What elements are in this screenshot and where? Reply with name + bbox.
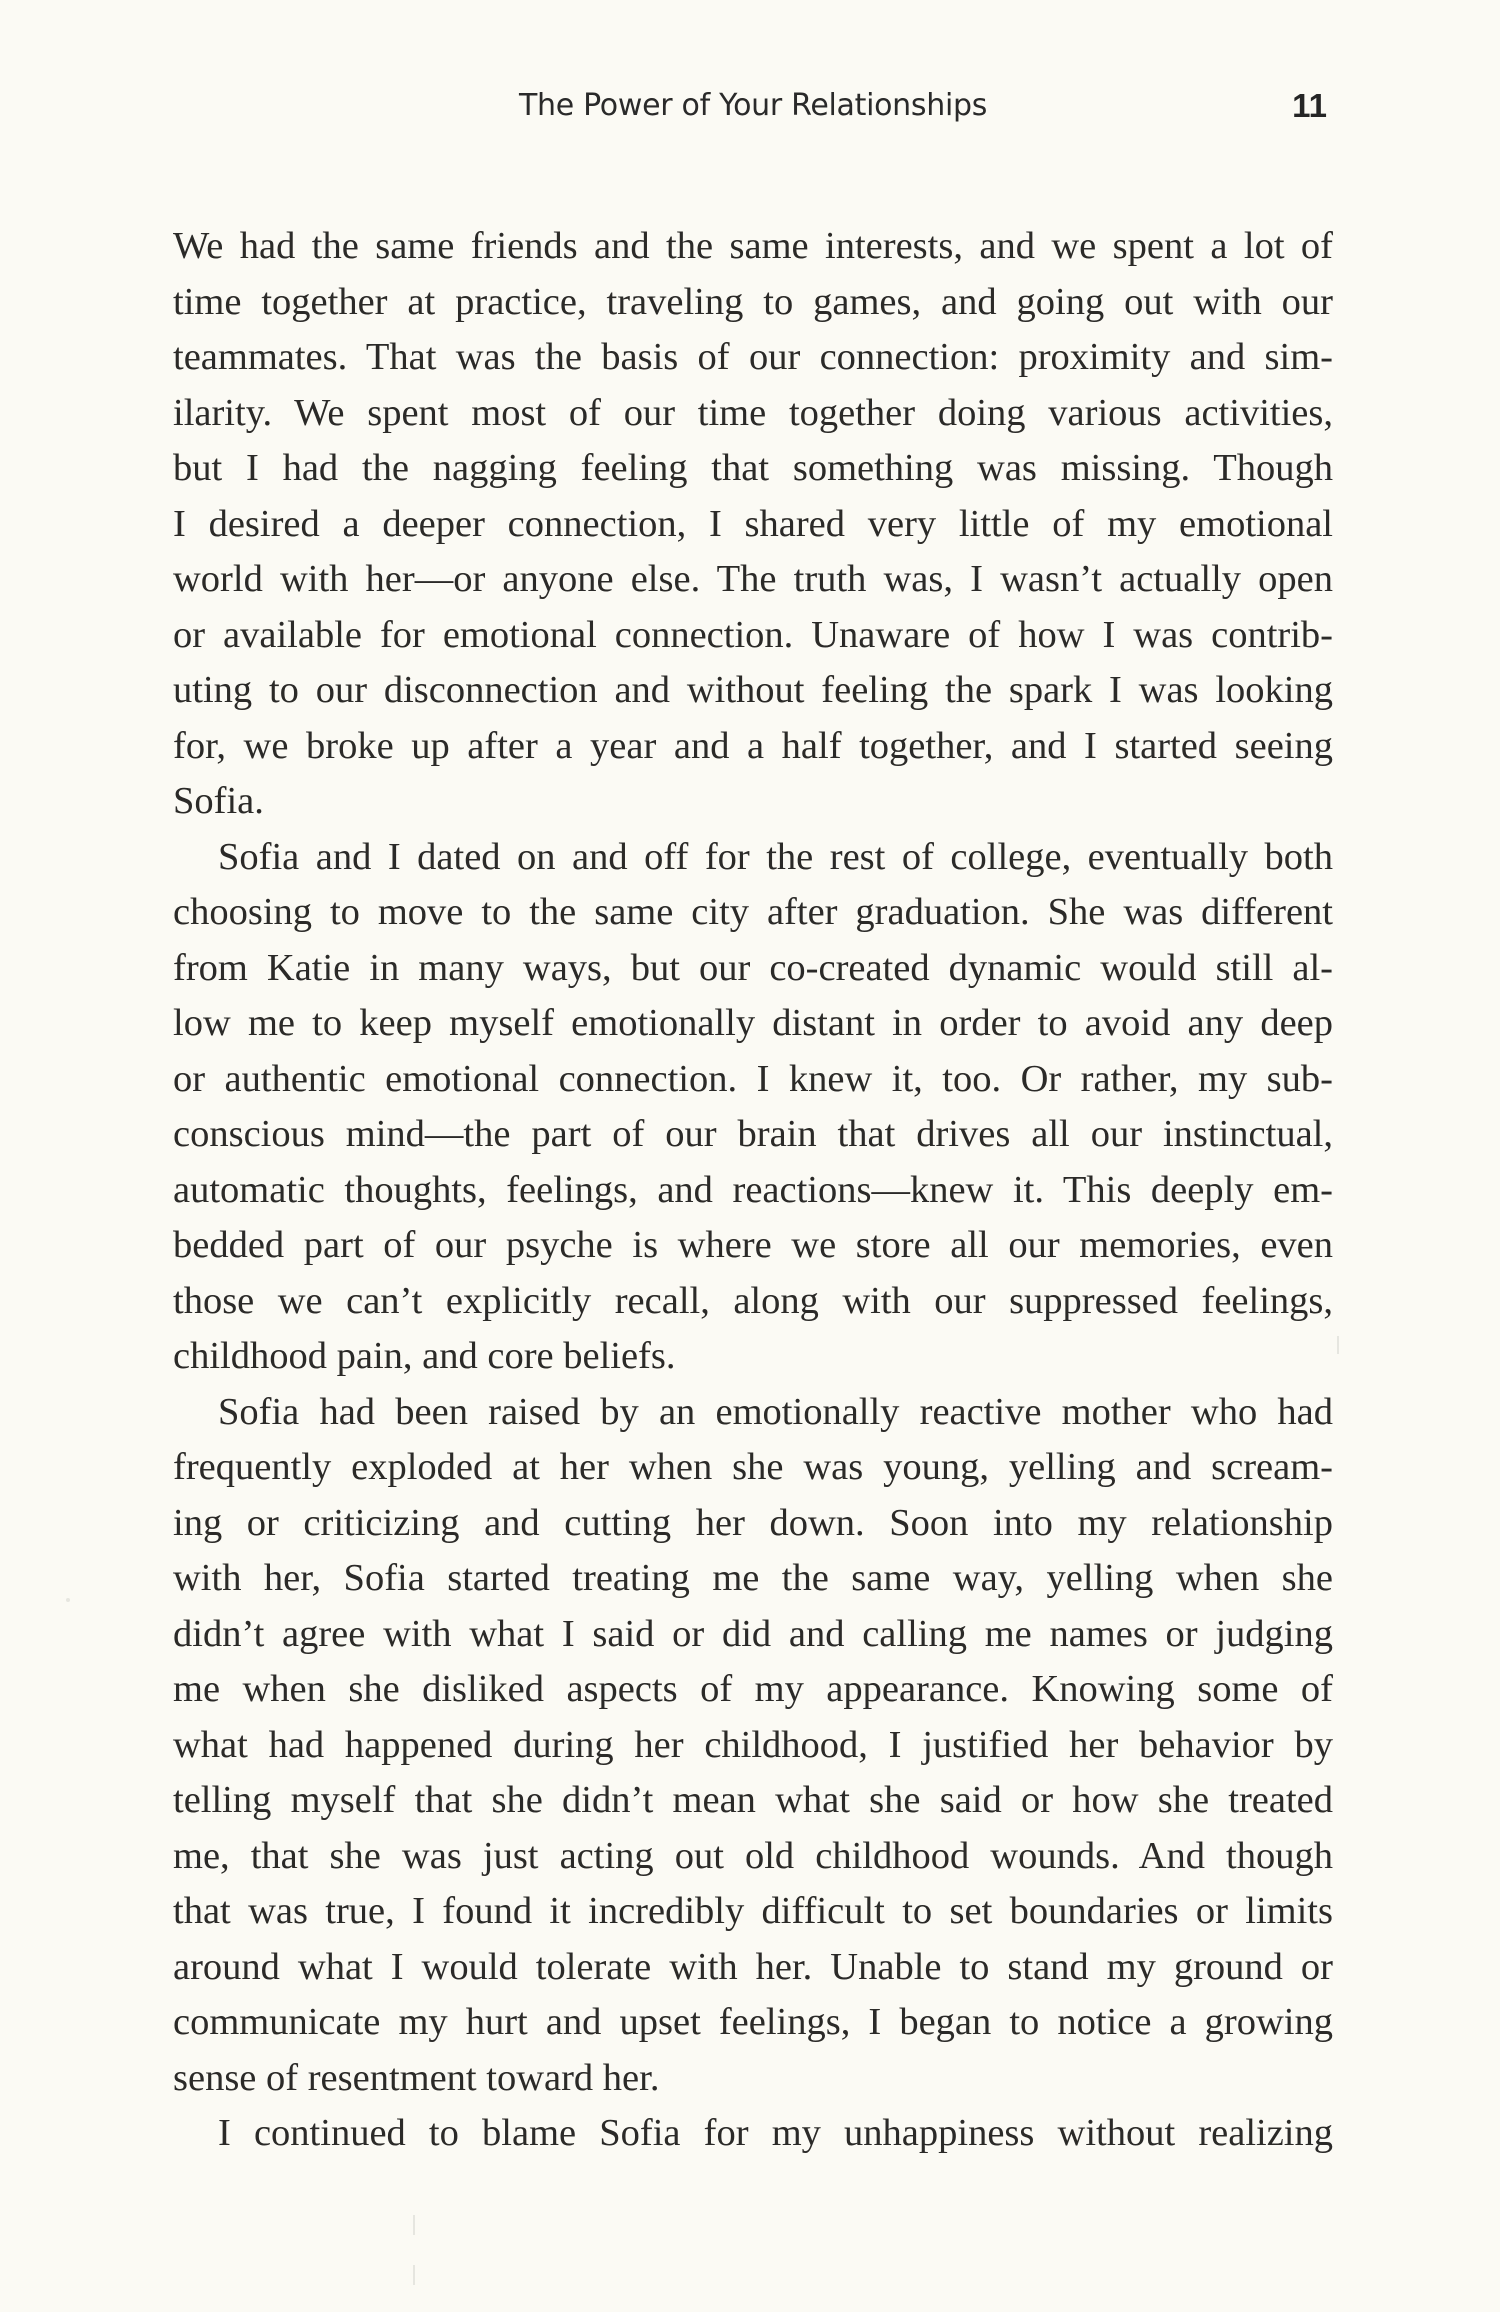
text-line: but I had the nagging feeling that something was missing. Though: [173, 447, 1333, 489]
paragraph: [173, 219, 1333, 830]
text-line: Sofia.: [173, 780, 264, 822]
body-text: [173, 219, 1333, 2162]
scan-artifact: [1337, 1336, 1339, 1354]
text-line: ing or criticizing and cutting her down. Soon into my relationship: [173, 1501, 1333, 1544]
paragraph: [173, 1385, 1333, 2107]
text-line: sense of resentment toward her.: [173, 2056, 660, 2099]
text-line: low me to keep myself emotionally distant in order to avoid any deep: [173, 1002, 1333, 1044]
text-line: childhood pain, and core beliefs.: [173, 1335, 676, 1377]
running-header: [173, 84, 1333, 128]
text-line: automatic thoughts, feelings, and reactions—knew it. This deeply em-: [173, 1168, 1333, 1211]
text-line: teammates. That was the basis of our connection: proximity and sim-: [173, 336, 1333, 378]
text-line: I continued to blame Sofia for my unhappiness without realizing: [218, 2112, 1333, 2154]
text-line: ilarity. We spent most of our time together doing various activities,: [173, 391, 1333, 434]
text-line: choosing to move to the same city after graduation. She was different: [173, 891, 1333, 933]
scan-artifact: [413, 2215, 415, 2235]
text-line: with her, Sofia started treating me the same way, yelling when she: [173, 1557, 1333, 1599]
text-line: frequently exploded at her when she was young, yelling and scream-: [173, 1446, 1333, 1488]
text-line: conscious mind—the part of our brain that drives all our instinctual,: [173, 1113, 1333, 1155]
running-title: The Power of Your Relationships: [518, 88, 988, 123]
text-line: uting to our disconnection and without feeling the spark I was looking: [173, 669, 1333, 711]
text-line: world with her—or anyone else. The truth was, I wasn’t actually open: [173, 558, 1333, 600]
text-line: didn’t agree with what I said or did and calling me names or judging: [173, 1612, 1333, 1655]
text-line: those we can’t explicitly recall, along with our suppressed feelings,: [173, 1279, 1333, 1322]
text-line: me when she disliked aspects of my appearance. Knowing some of: [173, 1668, 1333, 1710]
page-number: 11: [1292, 87, 1327, 124]
text-line: Sofia and I dated on and off for the rest of college, eventually both: [218, 835, 1333, 878]
text-line: time together at practice, traveling to games, and going out with our: [173, 280, 1333, 323]
text-line: bedded part of our psyche is where we store all our memories, even: [173, 1224, 1333, 1266]
text-line: around what I would tolerate with her. Unable to stand my ground or: [173, 1945, 1333, 1988]
text-line: what had happened during her childhood, I justified her behavior by: [173, 1723, 1333, 1766]
paragraph: [173, 830, 1333, 1385]
text-line: that was true, I found it incredibly difficult to set boundaries or limits: [173, 1890, 1333, 1932]
text-line: from Katie in many ways, but our co-created dynamic would still al-: [173, 946, 1333, 989]
paragraph: [173, 2106, 1333, 2162]
text-line: We had the same friends and the same interests, and we spent a lot of: [173, 225, 1333, 267]
text-line: I desired a deeper connection, I shared very little of my emotional: [173, 502, 1333, 545]
text-line: communicate my hurt and upset feelings, I began to notice a growing: [173, 2001, 1333, 2043]
text-line: Sofia had been raised by an emotionally reactive mother who had: [218, 1390, 1333, 1433]
text-line: or available for emotional connection. Unaware of how I was contrib-: [173, 613, 1333, 656]
text-line: me, that she was just acting out old childhood wounds. And though: [173, 1834, 1333, 1877]
text-line: telling myself that she didn’t mean what she said or how she treated: [173, 1779, 1333, 1821]
scan-artifact: [66, 1598, 70, 1602]
text-line: or authentic emotional connection. I knew it, too. Or rather, my sub-: [173, 1057, 1333, 1100]
scan-artifact: [413, 2265, 415, 2285]
text-line: for, we broke up after a year and a half together, and I started seeing: [173, 724, 1333, 767]
